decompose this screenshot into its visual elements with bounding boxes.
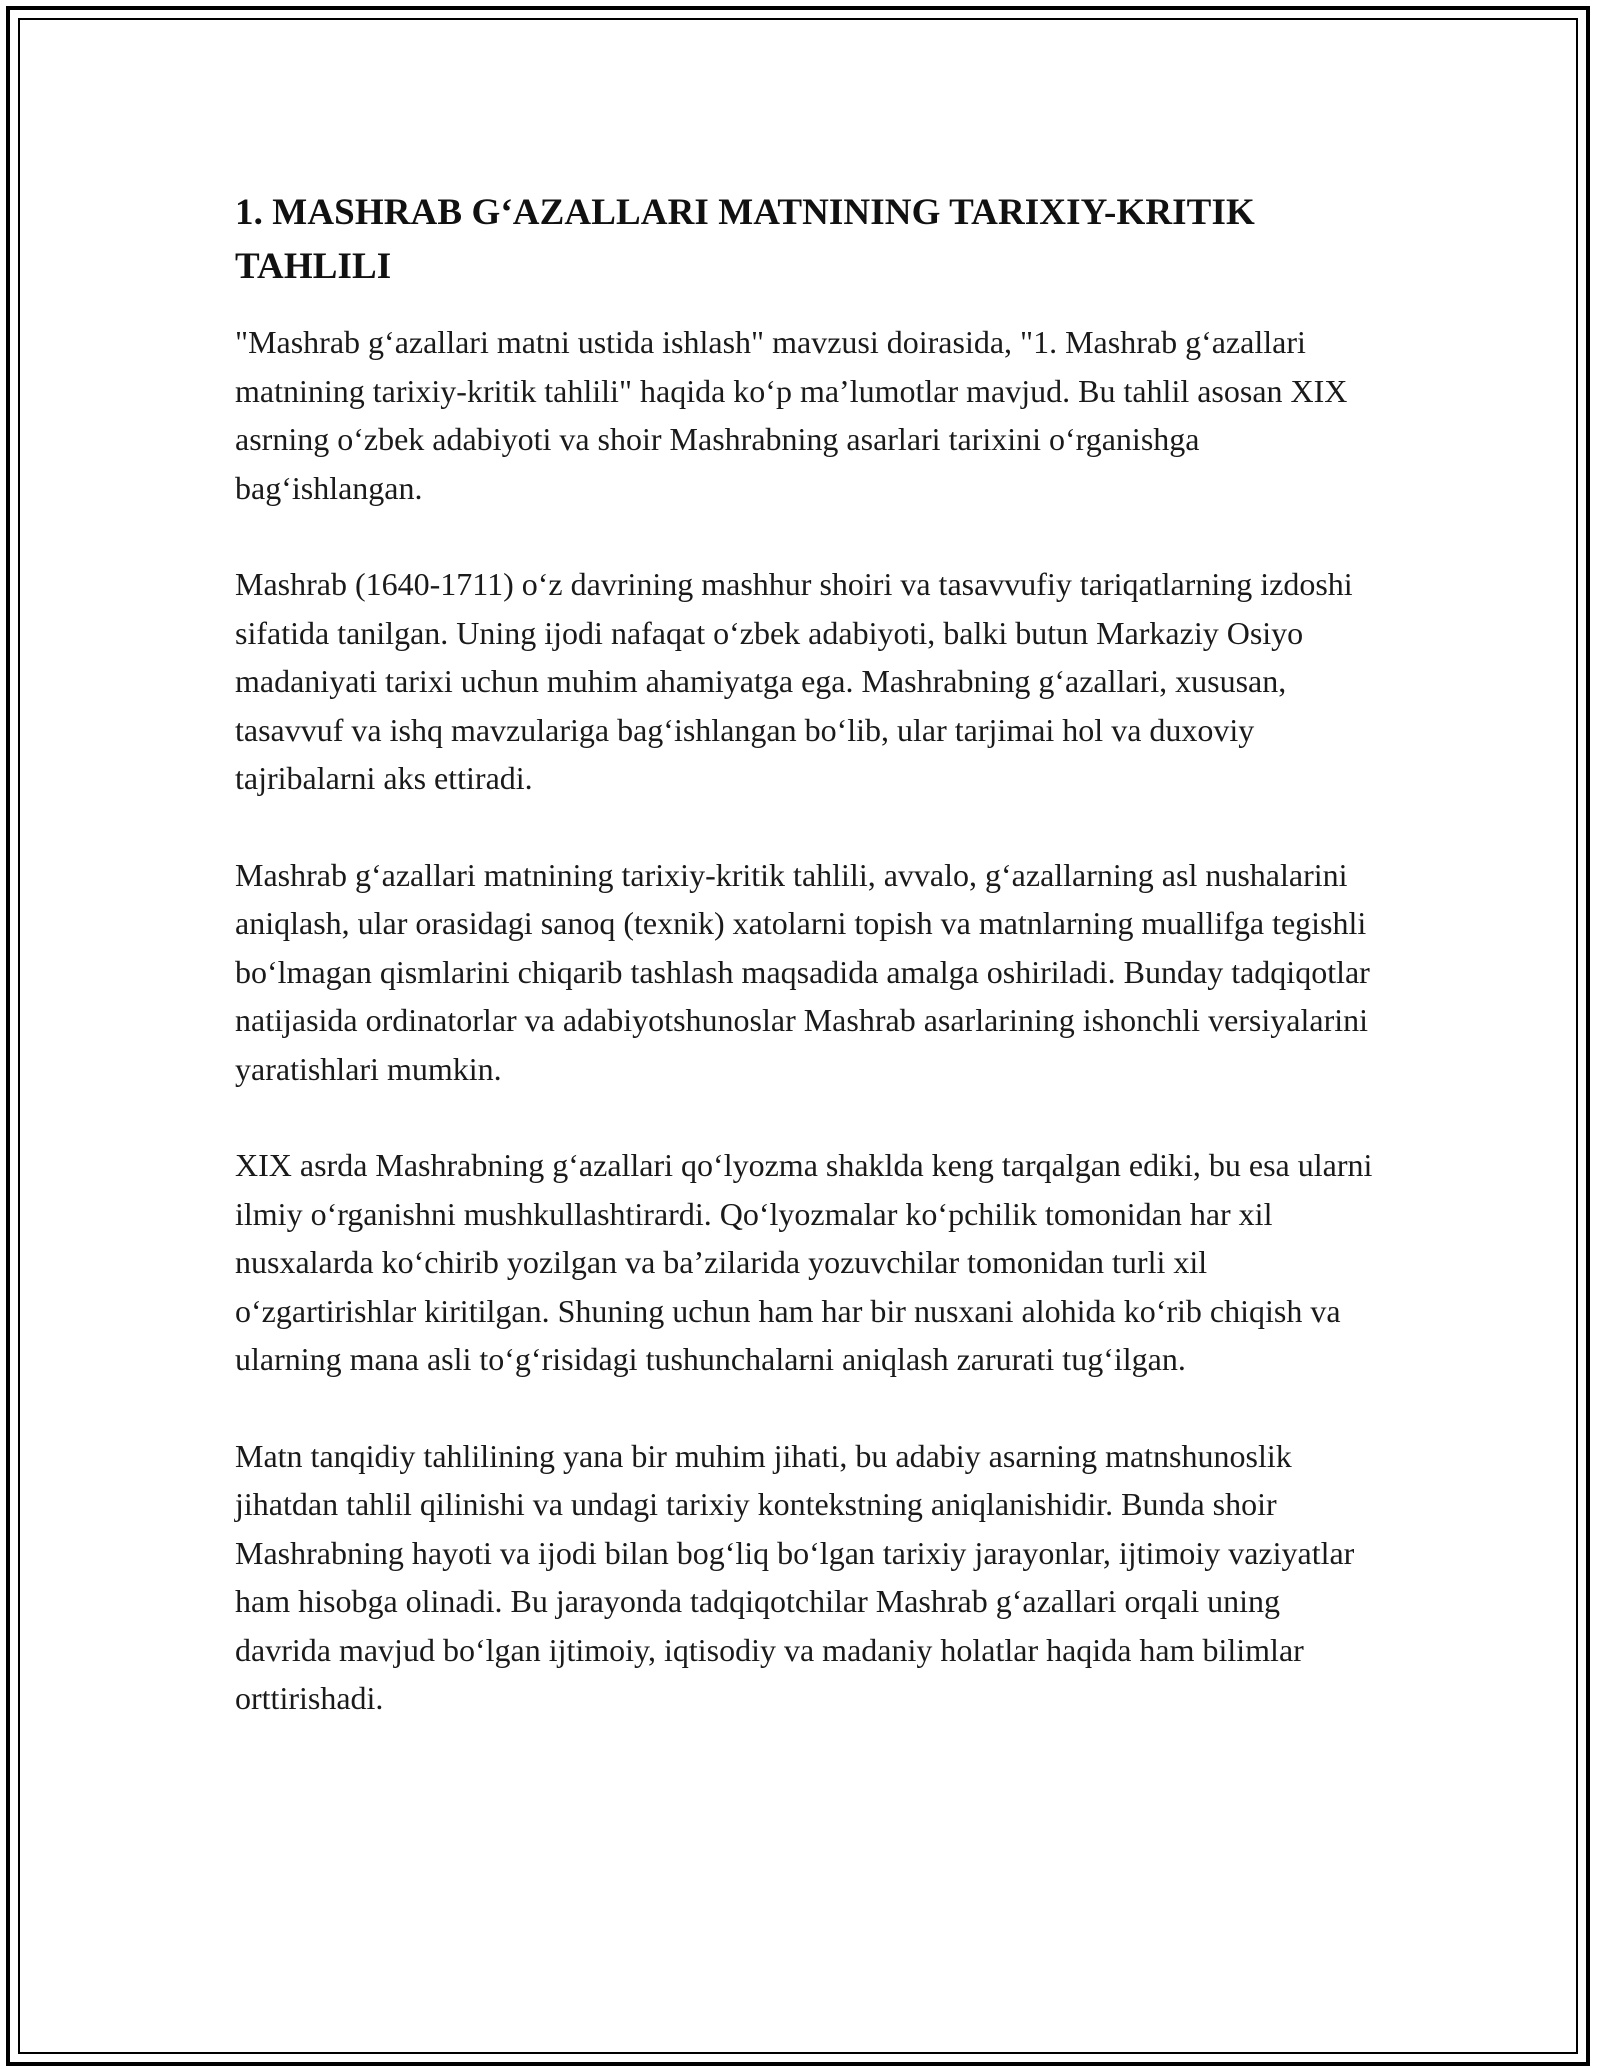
document-body (235, 186, 1375, 1771)
section-heading: 1. MASHRAB G‘AZALLARI MATNINING TARIXIY-KRITIK TAHLILI (235, 192, 1255, 287)
paragraph-3: Mashrab g‘azallari matnining tarixiy-kritik tahlili, avvalo, g‘azallarning asl nushalarini aniqlash, ular orasidagi sanoq (texnik) xatolarni topish va matnlarning muallifga tegishli bo‘lmagan qismlarini chiqarib tashlash maqsadida amalga oshiriladi. Bunday tadqiqotlar natijasida ordinatorlar va adabiyotshunoslar Mashrab asarlarining ishonchli versiyalarini yaratishlari mumkin. (235, 856, 1370, 1087)
paragraph-1: "Mashrab g‘azallari matni ustida ishlash" mavzusi doirasida, "1. Mashrab g‘azallari matnining tarixiy-kritik tahlili" haqida ko‘p ma’lumotlar mavjud. Bu tahlil asosan XIX asrning o‘zbek adabiyoti va shoir Mashrabning asarlari tarixini o‘rganishga bag‘ishlangan. (235, 324, 1348, 506)
paragraph-5: Matn tanqidiy tahlilining yana bir muhim jihati, bu adabiy asarning matnshunoslik jihatdan tahlil qilinishi va undagi tarixiy kontekstning aniqlanishidir. Bunda shoir Mashrabning hayoti va ijodi bilan bog‘liq bo‘lgan tarixiy jarayonlar, ijtimoiy vaziyatlar ham hisobga olinadi. Bu jarayonda tadqiqotchilar Mashrab g‘azallari orqali uning davrida mavjud bo‘lgan ijtimoiy, iqtisodiy va madaniy holatlar haqida ham bilimlar orttirishadi. (235, 1437, 1355, 1716)
paragraph-4: XIX asrda Mashrabning g‘azallari qo‘lyozma shaklda keng tarqalgan ediki, bu esa ularni ilmiy o‘rganishni mushkullashtirardi. Qo‘lyozmalar ko‘pchilik tomonidan har xil nusxalarda ko‘chirib yozilgan va ba’zilarida yozuvchilar tomonidan turli xil o‘zgartirishlar kiritilgan. Shuning uchun ham har bir nusxani alohida ko‘rib chiqish va ularning mana asli to‘g‘risidagi tushunchalarni aniqlash zarurati tug‘ilgan. (235, 1147, 1373, 1377)
paragraph-2: Mashrab (1640-1711) o‘z davrining mashhur shoiri va tasavvufiy tariqatlarning izdoshi sifatida tanilgan. Uning ijodi nafaqat o‘zbek adabiyoti, balki butun Markaziy Osiyo madaniyati tarixi uchun muhim ahamiyatga ega. Mashrabning g‘azallari, xususan, tasavvuf va ishq mavzulariga bag‘ishlangan bo‘lib, ular tarjimai hol va duxoviy tajribalarni aks ettiradi. (235, 566, 1353, 796)
